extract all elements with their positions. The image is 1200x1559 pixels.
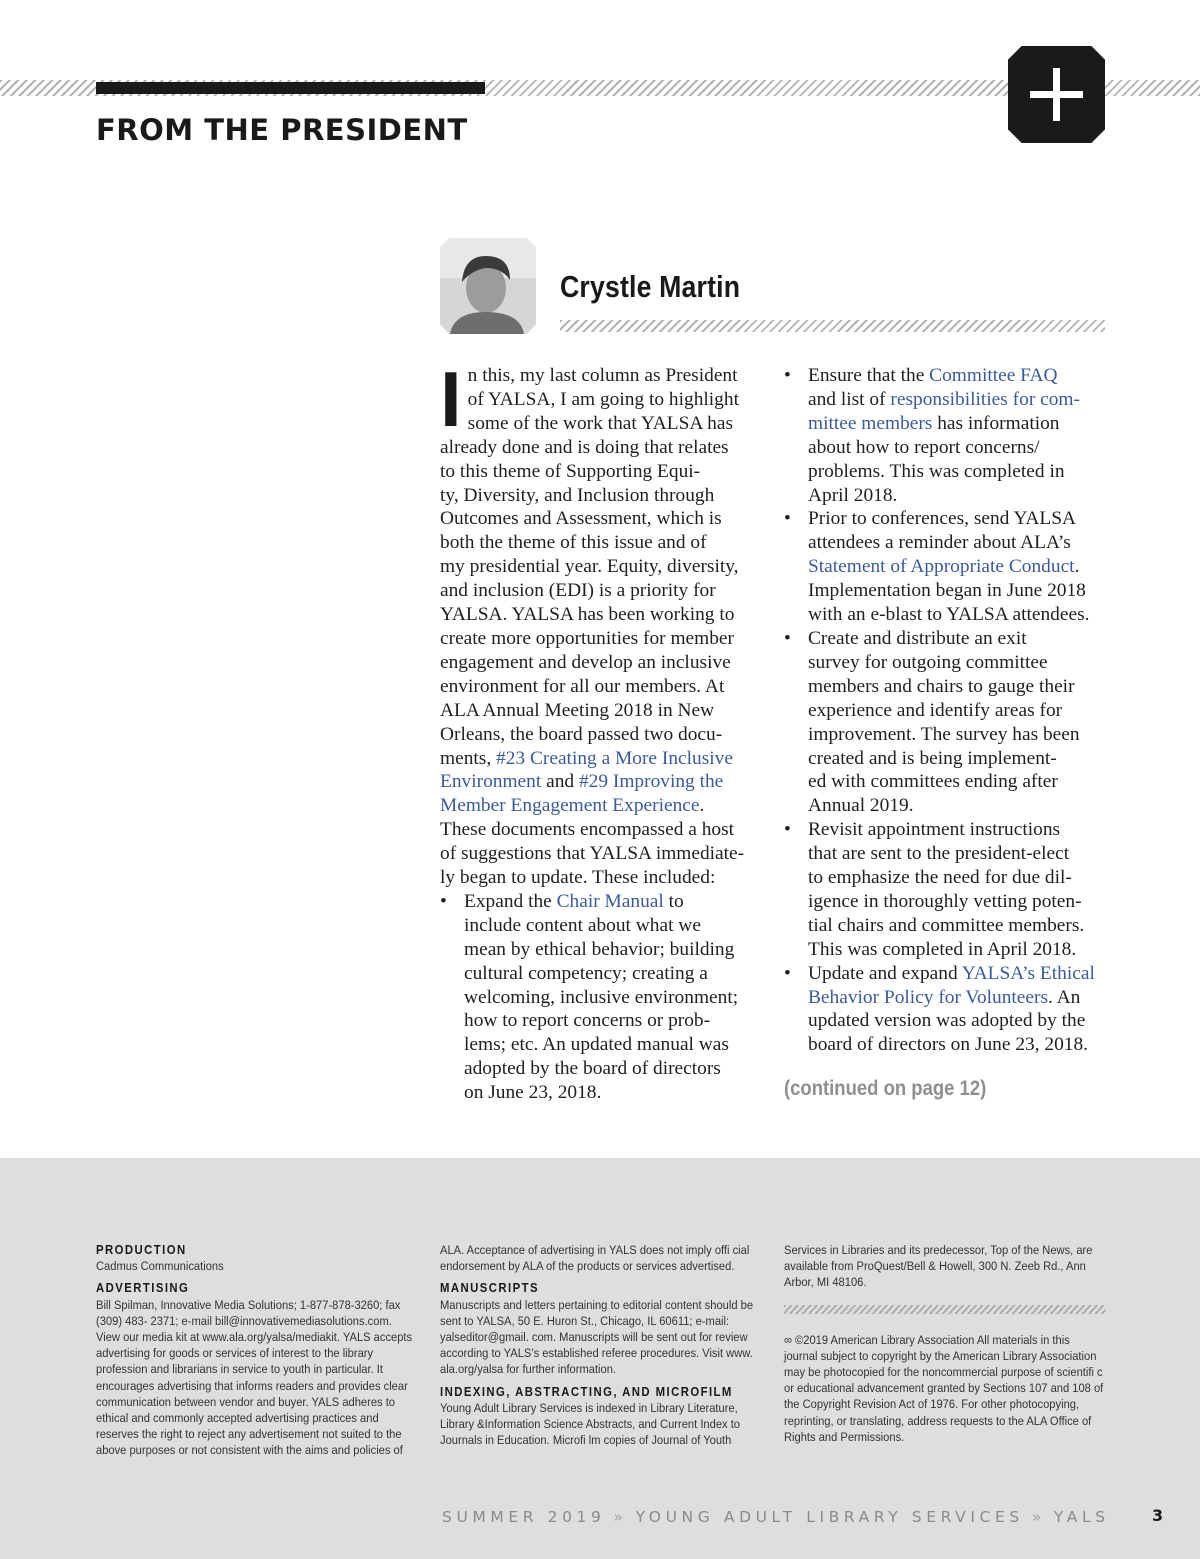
indexing-heading: INDEXING, ABSTRACTING, AND MICROFILM — [440, 1384, 733, 1399]
body-text: Ensure that the — [808, 365, 930, 386]
body-line: how to report concerns or prob- — [464, 1010, 711, 1032]
advertising-heading: ADVERTISING — [96, 1281, 190, 1296]
body-line — [808, 555, 1106, 579]
link-creating-inclusive[interactable]: #23 Creating a More Inclusive — [496, 747, 733, 769]
body-line: members and chairs to gauge their — [808, 675, 1075, 697]
section-title-bar — [96, 82, 485, 94]
body-line: These documents encompassed a host — [440, 819, 735, 841]
bullet-item-committee-faq — [784, 364, 1106, 507]
bullet-item-revisit — [784, 818, 1106, 961]
body-line: survey for outgoing committee — [808, 651, 1048, 673]
body-line: Annual 2019. — [808, 795, 914, 817]
body-line: create more opportunities for member — [440, 627, 734, 649]
copyright-text: ∞ ©2019 American Library Association All materials in this journal subject to copyright by the American Library Association may be photocopied for the noncommercial purpose of scientifi c or educational advancement granted by Sections 107 and 108 of the Copyright Revision Act of 1976. For other photocopying, reprinting, or translating, address requests to the ALA Office of Rights and Permissions. — [784, 1332, 1104, 1444]
running-footer — [442, 1508, 1110, 1526]
bullet-icon: • — [784, 365, 791, 386]
body-line: with an e-blast to YALSA attendees. — [808, 604, 1090, 626]
body-line — [808, 388, 1106, 412]
bullet-item-conferences — [784, 507, 1106, 627]
body-line: about how to report concerns/ — [808, 436, 1040, 458]
body-line: created and is being implement- — [808, 747, 1057, 769]
author-photo — [440, 238, 536, 334]
body-text: . — [1074, 556, 1080, 578]
body-line: on June 23, 2018. — [464, 1082, 602, 1104]
advertising-text: Bill Spilman, Innovative Media Solutions; 1-877-878-3260; fax (309) 483- 2371; e-mail bill@innovativemediasolutions.com. View our media kit at www.ala.org/yalsa/mediakit. YALS accepts advertising for goods or services of interest to the library profession and librarians in service to youth in particular. It encourages advertising that informs readers and provides clear communication between vendor and buyer. YALS adheres to ethical and commonly accepted advertising practices and reserves the right to reject any advertisement not suited to the above purposes or not consistent with the aims and policies of — [96, 1297, 413, 1458]
body-line — [440, 794, 760, 818]
bullet-icon: • — [784, 627, 791, 649]
body-line: to emphasize the need for due dil- — [808, 867, 1072, 889]
article-right-column — [784, 364, 1106, 1057]
body-text: to — [663, 890, 684, 912]
footer-separator: » — [613, 1508, 628, 1526]
body-text: has information — [932, 412, 1060, 434]
bullet-icon: • — [784, 819, 791, 841]
body-line: include content about what we — [464, 914, 701, 936]
link-improving-member[interactable]: #29 Improving the — [578, 771, 724, 793]
manuscripts-text: Manuscripts and letters pertaining to editorial content should be sent to YALSA, 50 E. Huron St., Chicago, IL 60611; e-mail: yalseditor@gmail. com. Manuscripts will be sent out for review according to YALS’s established referee procedures. Visit www. ala.org/yalsa for further information. — [440, 1297, 754, 1377]
manuscripts-heading: MANUSCRIPTS — [440, 1281, 539, 1296]
body-line: ty, Diversity, and Inclusion through — [440, 484, 715, 506]
body-line: Outcomes and Assessment, which is — [440, 508, 722, 530]
link-creating-inclusive-cont[interactable]: Environment — [440, 771, 542, 793]
body-line: that are sent to the president-elect — [808, 843, 1070, 865]
link-statement-conduct[interactable]: Statement of Appropriate Conduct — [808, 556, 1075, 578]
page-number: 3 — [1152, 1506, 1164, 1525]
body-line: Create and distribute an exit — [808, 627, 1027, 649]
author-hatch-rule — [560, 320, 1105, 332]
body-line: Implementation began in June 2018 — [808, 580, 1086, 602]
link-ethical-behavior-cont[interactable]: Behavior Policy for Volunteers — [808, 986, 1049, 1008]
drop-cap: I — [440, 355, 462, 443]
advertising-text-cont: ALA. Acceptance of advertising in YALS does not imply offi cial endorsement by ALA of the products or services advertised. — [440, 1243, 750, 1274]
body-line: n this, my last column as President — [467, 365, 738, 386]
footer-separator: » — [1031, 1508, 1046, 1526]
body-line — [440, 770, 760, 794]
footer-abbrev: YALS — [1053, 1508, 1110, 1526]
link-chair-manual[interactable]: Chair Manual — [556, 890, 664, 912]
body-line: updated version was adopted by the — [808, 1010, 1086, 1032]
body-line: tial chairs and committee members. — [808, 914, 1085, 936]
continued-note: (continued on page 12) — [784, 1077, 987, 1100]
body-line: This was completed in April 2018. — [808, 938, 1077, 960]
link-improving-member-cont[interactable]: Member Engagement Experience — [440, 795, 700, 817]
article-left-column — [440, 355, 760, 1105]
body-line: some of the work that YALSA has — [467, 412, 734, 434]
footer-journal: YOUNG ADULT LIBRARY SERVICES — [635, 1508, 1024, 1526]
info-column-2 — [440, 1242, 760, 1448]
body-line — [808, 962, 1106, 986]
body-line: ed with committees ending after — [808, 771, 1058, 793]
body-line: board of directors on June 23, 2018. — [808, 1034, 1089, 1056]
body-line: and inclusion (EDI) is a priority for — [440, 580, 716, 602]
body-text: ments, — [440, 747, 497, 769]
bullet-item-exit-survey — [784, 627, 1106, 818]
body-line: of suggestions that YALSA immediate- — [440, 843, 745, 865]
body-line: problems. This was completed in — [808, 460, 1065, 482]
body-line: YALSA. YALSA has been working to — [440, 604, 735, 626]
body-text: . An — [1048, 986, 1081, 1008]
body-line: lems; etc. An updated manual was — [464, 1034, 729, 1056]
bullet-icon: • — [784, 508, 791, 530]
body-line: April 2018. — [808, 484, 898, 506]
info-column-3 — [784, 1242, 1106, 1445]
body-line: my presidential year. Equity, diversity, — [440, 556, 739, 578]
body-line: improvement. The survey has been — [808, 723, 1080, 745]
link-ethical-behavior[interactable]: YALSA’s Ethical — [961, 962, 1095, 984]
footer-issue: SUMMER 2019 — [442, 1508, 606, 1526]
body-line: cultural competency; creating a — [464, 962, 708, 984]
body-line: environment for all our members. At — [440, 675, 725, 697]
body-line — [464, 890, 760, 914]
bullet-icon: • — [440, 890, 447, 912]
bullet-item-chair-manual — [440, 890, 760, 1105]
info-column-1 — [96, 1242, 416, 1459]
plus-badge — [1008, 46, 1105, 143]
body-text: Expand the — [464, 890, 557, 912]
body-line: to this theme of Supporting Equi- — [440, 460, 701, 482]
body-line: experience and identify areas for — [808, 699, 1063, 721]
link-responsibilities-cont[interactable]: mittee members — [808, 412, 933, 434]
info-hatch-rule — [784, 1305, 1106, 1314]
body-line: mean by ethical behavior; building — [464, 938, 735, 960]
indexing-text-cont: Services in Libraries and its predecessor, Top of the News, are available from ProQuest/Bell & Howell, 300 N. Zeeb Rd., Ann Arbor, MI 48106. — [784, 1243, 1093, 1290]
body-line: already done and is doing that relates — [440, 436, 729, 458]
body-line — [808, 986, 1106, 1010]
body-line: ly began to update. These included: — [440, 867, 716, 889]
body-line — [440, 747, 760, 771]
body-line — [808, 364, 1106, 388]
body-line: Prior to conferences, send YALSA — [808, 508, 1076, 530]
body-line: of YALSA, I am going to highlight — [467, 388, 739, 410]
body-line: both the theme of this issue and of — [440, 532, 707, 554]
body-text: Update and expand — [808, 962, 962, 984]
author-name: Crystle Martin — [560, 269, 741, 304]
person-photo-icon — [440, 238, 536, 334]
body-line: attendees a reminder about ALA’s — [808, 532, 1071, 554]
body-text: and — [541, 771, 579, 793]
indexing-text: Young Adult Library Services is indexed in Library Literature, Library &Information Science Abstracts, and Current Index to Journals in Education. Microfi lm copies of Journal of Youth — [440, 1400, 741, 1448]
plus-icon — [1008, 46, 1105, 143]
body-line: ALA Annual Meeting 2018 in New — [440, 699, 715, 721]
body-line: engagement and develop an inclusive — [440, 651, 731, 673]
body-line: Orleans, the board passed two docu- — [440, 723, 723, 745]
body-line: adopted by the board of directors — [464, 1058, 721, 1080]
body-text: and list of — [808, 388, 891, 410]
link-committee-faq[interactable]: Committee FAQ — [929, 365, 1058, 386]
link-responsibilities[interactable]: responsibilities for com- — [890, 388, 1080, 410]
body-line: Revisit appointment instructions — [808, 819, 1061, 841]
body-line: igence in thoroughly vetting poten- — [808, 890, 1082, 912]
body-line — [808, 412, 1106, 436]
production-text: Cadmus Communications — [96, 1259, 224, 1274]
production-heading: PRODUCTION — [96, 1243, 187, 1257]
body-line: welcoming, inclusive environment; — [464, 986, 739, 1008]
bullet-icon: • — [784, 962, 791, 984]
bullet-item-ethical-policy — [784, 962, 1106, 1058]
body-text: . — [699, 795, 705, 817]
section-title: FROM THE PRESIDENT — [96, 113, 468, 147]
